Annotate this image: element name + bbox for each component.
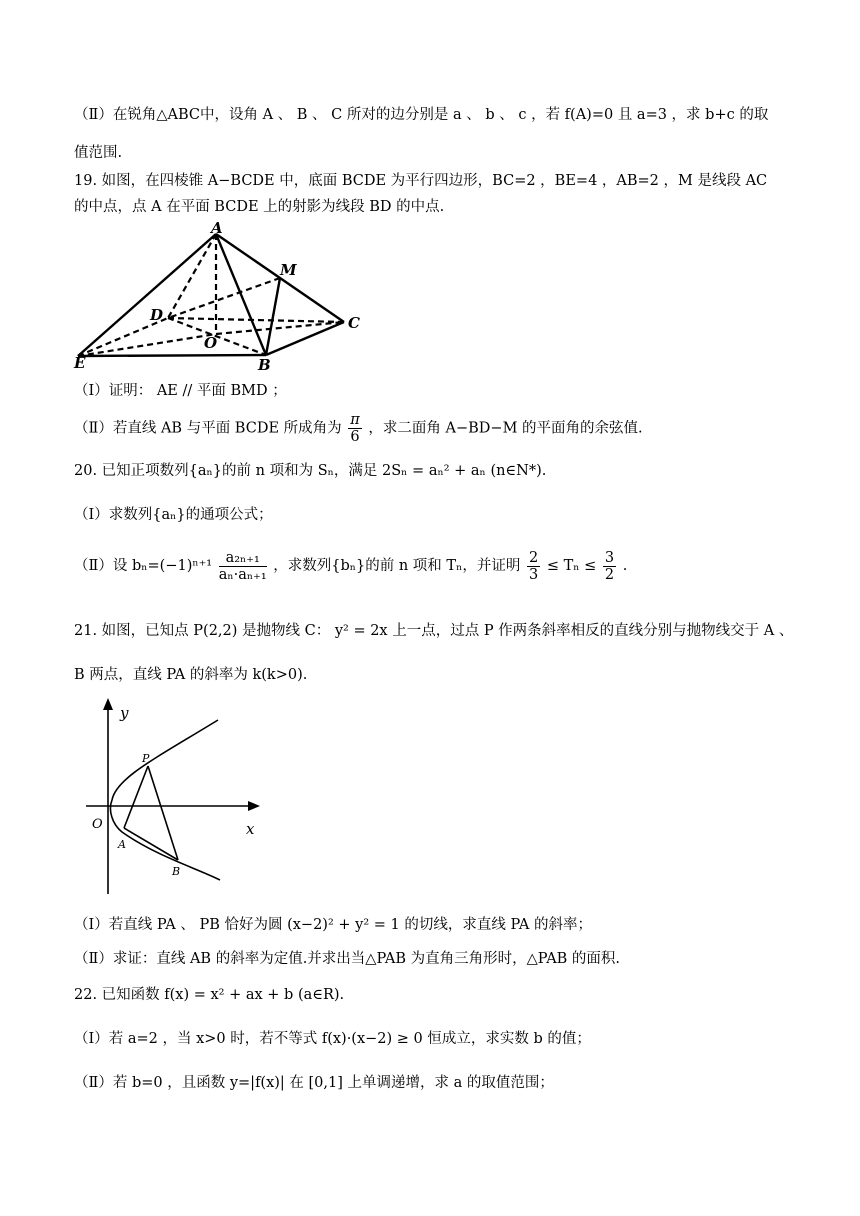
q19-stem-line1: 19. 如图，在四棱锥 A−BCDE 中，底面 BCDE 为平行四边形，BC=2 ，BE=4 ，AB=2 ，M 是线段 AC: [74, 173, 768, 189]
label-D: D: [150, 306, 164, 324]
label-O: O: [92, 817, 103, 832]
label-M: M: [280, 261, 297, 279]
three-halves-fraction: [603, 550, 616, 583]
label-y: y: [120, 704, 129, 722]
y-axis-arrow-icon: [103, 698, 113, 710]
q19-part2: [74, 412, 794, 445]
q21-stem-line2: B 两点，直线 PA 的斜率为 k(k>0).: [74, 667, 308, 683]
q21-part1: （Ⅰ）若直线 PA 、 PB 恰好为圆 (x−2)² + y² = 1 的切线，求直线 PA 的斜率；: [74, 917, 592, 933]
pyramid-figure: [70, 222, 370, 370]
pi-over-6-fraction: [348, 412, 362, 445]
fraction-numerator: a₂ₙ₊₁: [219, 550, 267, 567]
label-x: x: [246, 820, 255, 838]
fraction-denominator: 6: [350, 429, 360, 445]
q18-part2-line1: （Ⅱ）在锐角△ABC中，设角 A 、 B 、 C 所对的边分别是 a 、 b 、 c ，若 f(A)=0 且 a=3 ，求 b+c 的取: [74, 107, 769, 123]
q20-inequality-middle: ≤ Tₙ ≤: [546, 558, 597, 574]
parabola-curve: [110, 720, 220, 880]
fraction-denominator: 3: [528, 566, 539, 583]
label-A: A: [118, 838, 126, 851]
label-B: B: [172, 865, 181, 878]
fraction-denominator: 2: [604, 566, 615, 583]
q22-part1: （Ⅰ）若 a=2 ，当 x>0 时，若不等式 f(x)·(x−2) ≥ 0 恒成立，求实数 b 的值；: [74, 1031, 591, 1047]
q21-stem-line1: 21. 如图，已知点 P(2,2) 是抛物线 C： y² = 2x 上一点，过点 P 作两条斜率相反的直线分别与抛物线交于 A 、: [74, 623, 794, 639]
q20-part1: （Ⅰ）求数列{aₙ}的通项公式；: [74, 507, 273, 523]
q21-part2: （Ⅱ）求证：直线 AB 的斜率为定值.并求出当△PAB 为直角三角形时，△PAB 的面积.: [74, 951, 621, 967]
q20-stem: 20. 已知正项数列{aₙ}的前 n 项和为 Sₙ，满足 2Sₙ = aₙ² + aₙ (n∈N*).: [74, 463, 547, 479]
label-B: B: [258, 356, 271, 370]
label-A: A: [211, 222, 223, 237]
two-thirds-fraction: [527, 550, 540, 583]
q18-part2-line2: 值范围.: [74, 145, 123, 161]
q19-part1: （Ⅰ）证明： AE // 平面 BMD ；: [74, 383, 287, 399]
q20-inequality-end: .: [622, 558, 628, 574]
label-C: C: [348, 314, 360, 332]
bn-fraction: [219, 550, 267, 583]
q20-part2-pre: （Ⅱ）设 bₙ=(−1)ⁿ⁺¹: [74, 558, 213, 574]
fraction-denominator: aₙ·aₙ₊₁: [218, 566, 267, 583]
x-axis-arrow-icon: [248, 801, 260, 811]
fraction-numerator: 3: [604, 549, 615, 566]
label-P: P: [142, 752, 150, 765]
q20-part2-mid: ，求数列{bₙ}的前 n 项和 Tₙ，并证明: [273, 558, 521, 574]
q20-part2: [74, 548, 794, 584]
label-O: O: [204, 334, 218, 352]
q19-stem-line2: 的中点，点 A 在平面 BCDE 上的射影为线段 BD 的中点.: [74, 199, 445, 215]
q22-part2: （Ⅱ）若 b=0 ，且函数 y=|f(x)| 在 [0,1] 上单调递增，求 a 的取值范围；: [74, 1075, 554, 1091]
fraction-numerator: 2: [528, 549, 539, 566]
q19-part2-pre: （Ⅱ）若直线 AB 与平面 BCDE 所成角为: [74, 420, 342, 437]
q22-stem: 22. 已知函数 f(x) = x² + ax + b (a∈R).: [74, 987, 345, 1003]
q19-part2-post: ，求二面角 A−BD−M 的平面角的余弦值.: [368, 420, 643, 437]
fraction-numerator: π: [350, 412, 360, 428]
label-E: E: [74, 354, 86, 370]
parabola-figure: [86, 698, 286, 898]
